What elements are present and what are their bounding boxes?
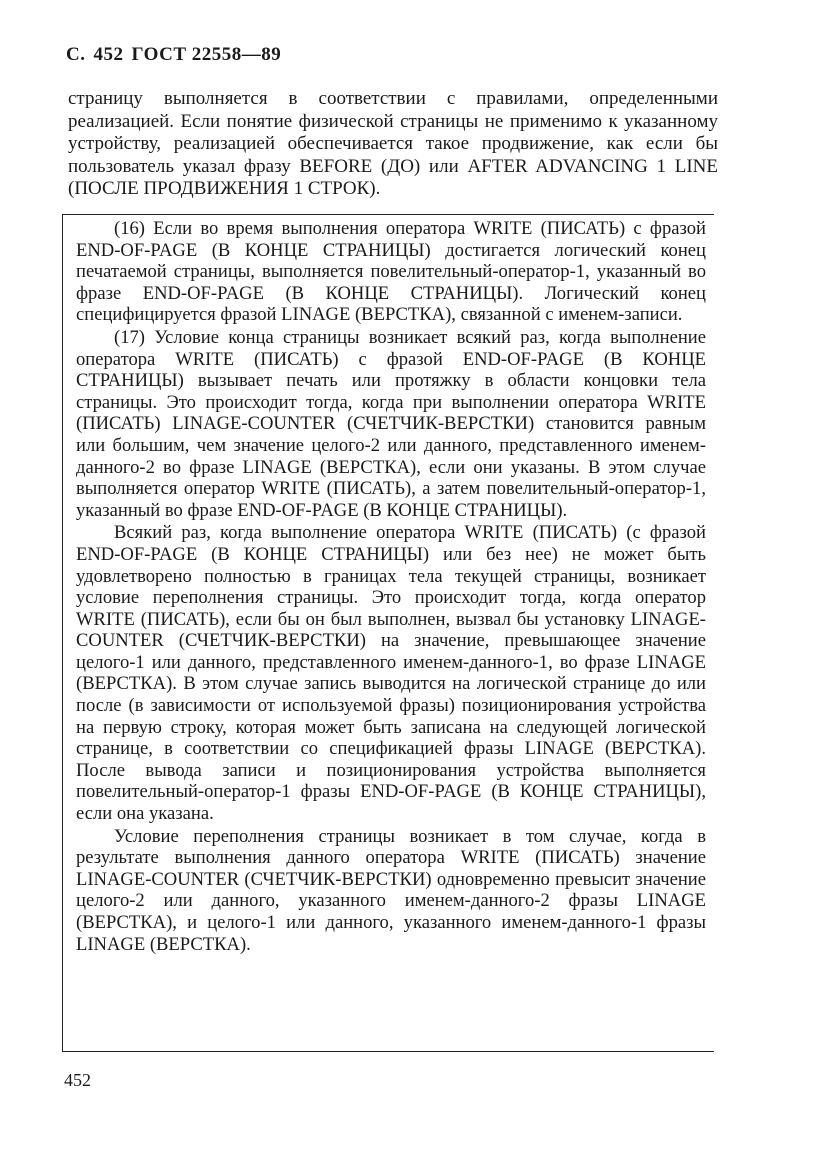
footer-page-number: 452 (64, 1070, 91, 1090)
intro-paragraph: страницу выполняется в соответствии с правилами, определенными реализацией. Если понятие физической страницы не применимо к указанному устройству, реализацией обеспечивается такое продвижение, как если бы пользователь указал фразу BEFORE (ДО) или AFTER ADVANCING 1 LINE (ПОСЛЕ ПРОДВИЖЕНИЯ 1 СТРОК). (68, 88, 718, 199)
paragraph-16: (16) Если во время выполнения оператора WRITE (ПИСАТЬ) с фразой END-OF-PAGE (В КОНЦЕ СТРАНИЦЫ) достигается логический конец печатаемой страницы, выполняется повелительный-оператор-1, указанный во фразе END-OF-PAGE (В КОНЦЕ СТРАНИЦЫ). Логический конец специфицируется фразой LINAGE (ВЕРСТКА), связанной с именем-записи. (76, 218, 706, 326)
paragraph-17: (17) Условие конца страницы возникает всякий раз, когда выполнение оператора WRITE (ПИСАТЬ) с фразой END-OF-PAGE (В КОНЦЕ СТРАНИЦЫ) вызывает печать или протяжку в области концовки тела страницы. Это происходит тогда, когда при выполнении оператора WRITE (ПИСАТЬ) LINAGE-COUNTER (СЧЕТЧИК-ВЕРСТКИ) становится равным или большим, чем значение целого-2 или данного, представленного именем-данного-2 во фразе LINAGE (ВЕРСТКА), если они указаны. В этом случае выполняется оператор WRITE (ПИСАТЬ), а затем повелительный-оператор-1, указанный во фразе END-OF-PAGE (В КОНЦЕ СТРАНИЦЫ). (76, 326, 706, 521)
page-prefix: С. (66, 44, 86, 65)
paragraph-overflow-condition: Условие переполнения страницы возникает в том случае, когда в результате выполнения данного оператора WRITE (ПИСАТЬ) значение LINAGE-COUNTER (СЧЕТЧИК-ВЕРСТКИ) одновременно превысит значение целого-2 или данного, указанного именем-данного-2 фразы LINAGE (ВЕРСТКА), и целого-1 или данного, указанного именем-данного-1 фразы LINAGE (ВЕРСТКА). (76, 825, 706, 955)
framed-block (76, 218, 706, 955)
paragraph-page-overflow: Всякий раз, когда выполнение оператора WRITE (ПИСАТЬ) (с фразой END-OF-PAGE (В КОНЦЕ СТРАНИЦЫ) или без нее) не может быть удовлетворено полностью в границах тела текущей страницы, возникает условие переполнения страницы. Это происходит тогда, когда оператор WRITE (ПИСАТЬ), если бы он был выполнен, вызвал бы установку LINAGE-COUNTER (СЧЕТЧИК-ВЕРСТКИ) на значение, превышающее значение целого-1 или данного, представленного именем-данного-1, во фразе LINAGE (ВЕРСТКА). В этом случае запись выводится на логической странице до или после (в зависимости от используемой фразы) позиционирования устройства на первую строку, которая может быть записана на следующей логической странице, в соответствии со спецификацией фразы LINAGE (ВЕРСТКА). После вывода записи и позиционирования устройства выполняется повелительный-оператор-1 фразы END-OF-PAGE (В КОНЦЕ СТРАНИЦЫ), если она указана. (76, 522, 706, 825)
page-header (66, 44, 281, 66)
standard-code: ГОСТ 22558—89 (131, 44, 282, 65)
page-number: 452 (93, 44, 124, 65)
